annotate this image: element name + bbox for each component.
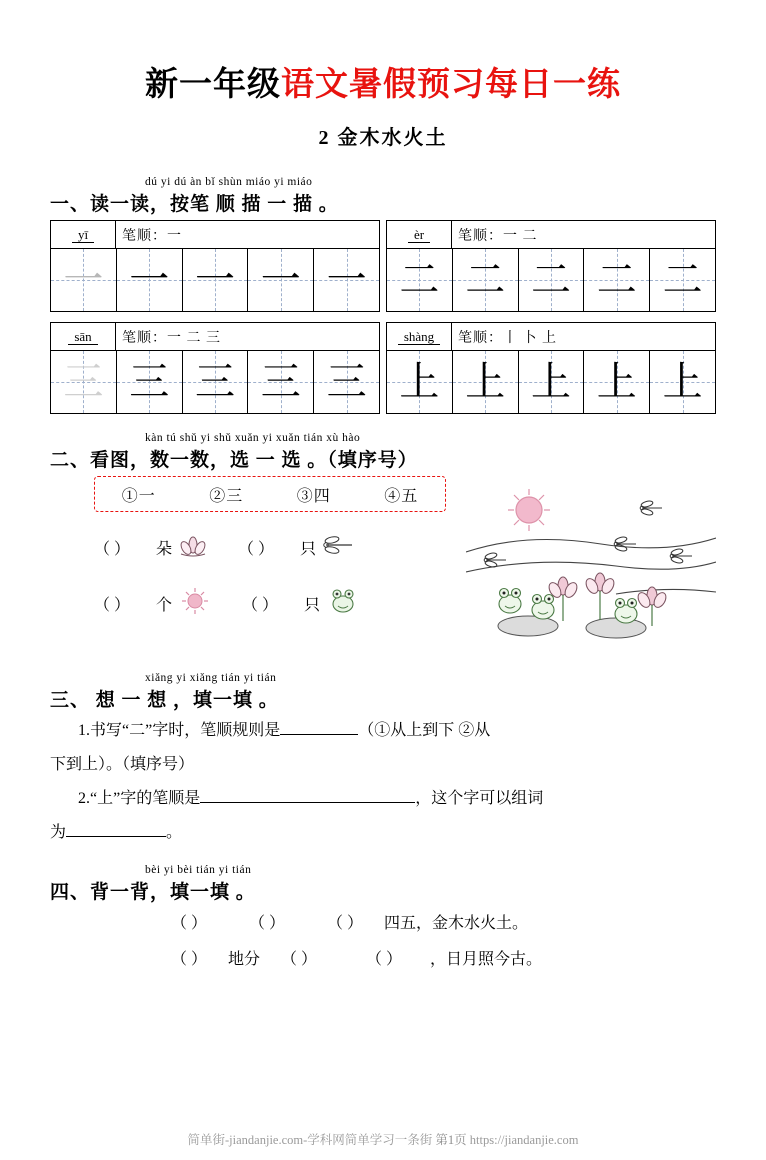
page-title-black: 新一年级 [145,67,281,103]
stroke-order-cell: 笔顺： 一 [122,228,182,244]
exercise-4-title: 四、背一背，填一填 。 [50,882,256,903]
exercise-2-title: 二、看图，数一数，选 一 选 。（填序号） [50,450,418,471]
worksheet-page [0,58,766,1160]
frog-icon [326,586,360,621]
exercise-1-pinyin: dú yi dú àn bǐ shùn miáo yi miáo [145,176,313,188]
answer-blank[interactable]: （ ） [281,951,318,968]
tian-cell: 二 [453,249,519,311]
tracing-table [386,220,716,312]
tian-cell: 二 [650,249,715,311]
tracing-table [386,322,716,414]
exercise-2 [50,432,716,666]
tian-cell: 一 [183,249,249,311]
page-number: 第1页 [435,1133,467,1147]
tian-cell: 三 [248,351,314,413]
question-3-1-cont: 下到上）。（填序号） [50,756,195,773]
dragonfly-icon [322,533,356,562]
pond-illustration [466,486,716,646]
stroke-order-cell: 笔顺： 一 二 [458,228,538,244]
answer-blank[interactable]: （ ） [238,541,275,558]
lotus-icon [178,532,208,563]
tian-cell: 三 [183,351,249,413]
stroke-order-cell: 笔顺： 丨 卜 上 [458,330,557,346]
char-pinyin-cell: sān [51,323,116,350]
exercise-4-pinyin: bèi yi bèi tián yi tián [145,864,252,876]
tracing-table [50,322,380,414]
exercise-3-pinyin: xiǎng yi xiǎng tián yi tián [145,672,277,684]
question-3-1-options: （①从上到下 ②从 [358,722,491,739]
answer-blank[interactable] [200,802,415,803]
question-3-2-cont: 为 。 [50,824,183,841]
answer-blank[interactable]: （ ） [242,597,279,614]
tian-cell: 一 [117,249,183,311]
char-pinyin-cell: shàng [387,323,452,350]
exercise-3 [50,672,716,850]
tian-cell: 二 [387,249,453,311]
char-pinyin-cell: èr [387,221,452,248]
tracing-table [50,220,380,312]
exercise-1-title: 一、读一读，按笔 顺 描 一 描 。 [50,194,339,215]
exercise-4-body [50,906,716,978]
recite-line-2-text: ，日月照今古。 [430,951,543,968]
answer-blank[interactable]: （ ） [170,951,207,968]
answer-blank[interactable] [66,836,166,837]
tian-cell: 三 [51,351,117,413]
char-pinyin-cell: yī [51,221,116,248]
recite-line-1-text: 四五，金木水火土。 [384,915,529,932]
footer-right: https://jiandanjie.com [469,1133,579,1147]
count-row-2 [94,586,360,621]
answer-blank[interactable]: （ ） [366,951,403,968]
recite-line-1 [150,906,716,942]
tian-cell: 三 [314,351,379,413]
tian-cell: 上 [650,351,715,413]
exercise-3-body [50,714,716,850]
tian-cell: 二 [519,249,585,311]
tracing-tables [50,220,716,414]
question-3-2-text: 2.“上”字的笔顺是 [78,790,201,807]
answer-blank[interactable]: （ ） [326,915,363,932]
measure-word: 朵 [156,541,173,558]
answer-blank[interactable]: （ ） [94,597,131,614]
answer-blank[interactable]: （ ） [170,915,207,932]
tian-cell: 上 [453,351,519,413]
question-3-2 [50,782,716,816]
recite-line-2-mid: 地分 [228,951,261,968]
tian-cell: 上 [584,351,650,413]
answer-blank[interactable]: （ ） [248,915,285,932]
count-row-1 [94,532,356,563]
answer-blank[interactable] [280,734,358,735]
question-3-2-text-2: ，这个字可以组词 [415,790,544,807]
sun-icon [178,586,212,621]
option-4[interactable]: ④五 [384,487,419,505]
option-3[interactable]: ③四 [296,487,331,505]
recite-line-2 [150,942,716,978]
footer [0,1130,766,1148]
tian-cell: 一 [248,249,314,311]
exercise-4 [50,864,716,978]
answer-blank[interactable]: （ ） [94,541,131,558]
measure-word: 只 [300,541,317,558]
exercise-1 [50,176,716,414]
measure-word: 只 [304,597,321,614]
page-title [50,58,716,105]
stroke-order-cell: 笔顺： 一 二 三 [122,330,221,346]
question-3-1-text: 1.书写“二”字时，笔顺规则是 [78,722,281,739]
exercise-3-title: 三、 想 一 想 ，填一填 。 [50,690,279,711]
measure-word: 个 [156,597,173,614]
option-1[interactable]: ①一 [121,487,156,505]
exercise-2-pinyin: kàn tú shǔ yi shǔ xuǎn yi xuǎn tián xù hào [145,432,361,444]
tian-cell: 三 [117,351,183,413]
option-box [94,476,446,512]
tian-cell: 二 [584,249,650,311]
page-subtitle: 2 金木水火土 [318,127,448,149]
tian-cell: 上 [387,351,453,413]
tian-cell: 上 [519,351,585,413]
question-3-1 [50,714,716,748]
tian-cell: 一 [314,249,379,311]
page-title-red: 语文暑假预习每日一练 [281,67,621,103]
footer-left: 简单街-jiandanjie.com-学科网简单学习一条街 [187,1133,433,1147]
option-2[interactable]: ②三 [209,487,244,505]
tian-cell: 一 [51,249,117,311]
